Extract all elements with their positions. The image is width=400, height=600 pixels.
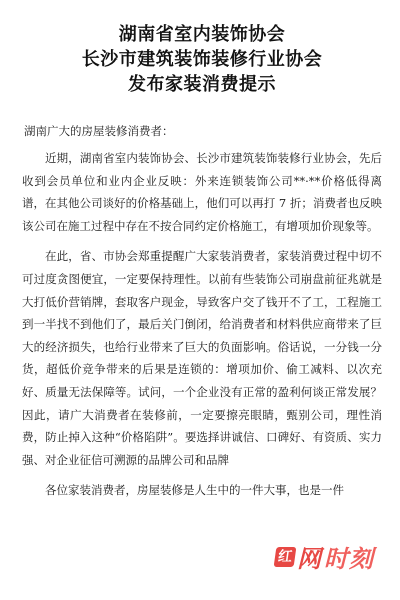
title-line-1: 湖南省室内装饰协会 — [118, 24, 286, 45]
title-line-2: 长沙市建筑装饰装修行业协会 — [81, 49, 323, 70]
watermark-seal: 红 — [274, 547, 297, 567]
watermark-text-1: 网 — [297, 545, 322, 573]
title-line-3: 发布家装消费提示 — [128, 74, 276, 95]
watermark-logo — [275, 539, 374, 574]
document-title — [22, 0, 382, 97]
salutation: 湖南广大的房屋装修消费者： — [24, 124, 174, 138]
watermark-text-2: 时刻 — [324, 545, 374, 573]
paragraph-2: 在此，省、市协会郑重提醒广大家装消费者，家装消费过程中切不可过度贪图便宜，一定要保持理性。以前有些装饰公司崩盘前征兆就是大打低价营销牌，套取客户现金，导致客户交了钱开不了工，工程施工到一半找不到他们了，最后关门倒闭，给消费者和材料供应商带来了巨大的经济损失，也给行业带来了巨大的负面影响。俗话说，一分钱一分货，超低价竞争带来的后果是连锁的：增项加价、偷工减料、以次充好、质量无法保障等。试问，一个企业没有正常的盈利何谈正常发展？因此，请广大消费者在装修前，一定要擦亮眼睛，甄别公司，理性消费，防止掉入这种“价格陷阱”。要选择讲诚信、口碑好、有资质、实力强、对企业征信可溯源的品牌公司和品牌 — [22, 249, 382, 467]
paragraph-3: 各位家装消费者，房屋装修是人生中的一件大事，也是一件 — [45, 483, 344, 498]
paragraph-1: 近期，湖南省室内装饰协会、长沙市建筑装饰装修行业协会，先后收到会员单位和业内企业反映：外来连锁装饰公司**·**价格低得离谱，在其他公司谈好的价格基础上，他们可以再打 7 折；消费者也反映该公司在施工过程中存在不按合同约定价格施工，有增项加价现象等。 — [22, 151, 382, 233]
